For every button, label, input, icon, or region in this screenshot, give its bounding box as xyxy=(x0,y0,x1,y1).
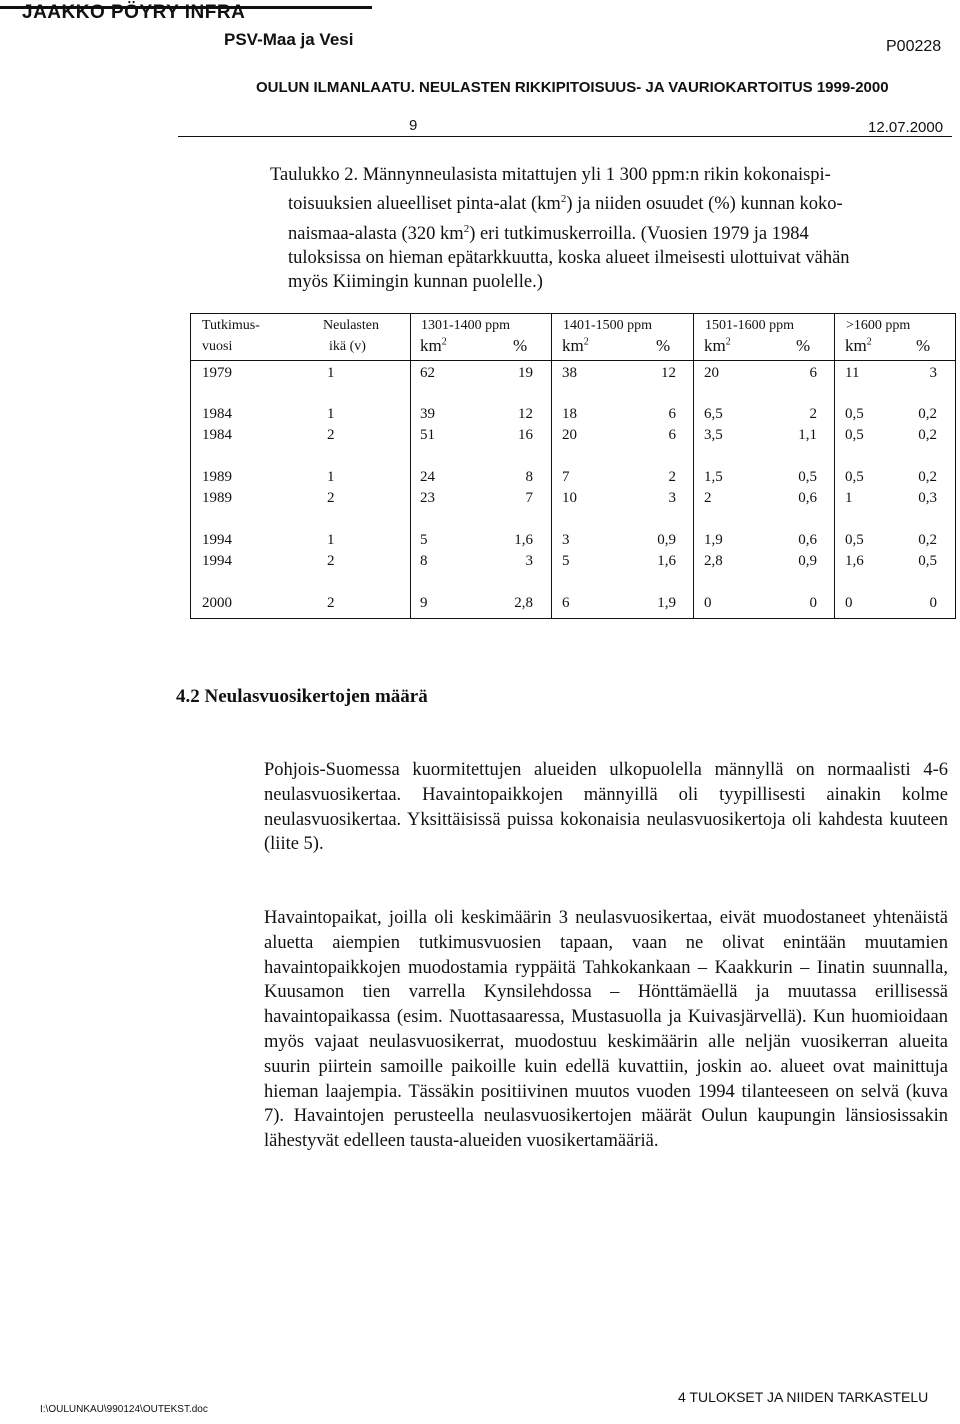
header-range-3: 1501-1600 ppm xyxy=(705,318,795,333)
footer-chapter: 4 TULOKSET JA NIIDEN TARKASTELU xyxy=(678,1389,929,1405)
table-caption xyxy=(270,163,956,294)
header-range-2: 1401-1500 ppm xyxy=(563,318,653,333)
table-cell-percent: 0,9 xyxy=(798,553,817,569)
table-cell-percent: 0,5 xyxy=(798,469,817,485)
table-cell-age: 2 xyxy=(327,595,335,611)
table-cell-percent: 3 xyxy=(668,490,676,506)
table-cell-age: 2 xyxy=(327,490,335,506)
table-cell-percent: 1,9 xyxy=(657,595,676,611)
table-cell-area: 38 xyxy=(562,365,577,381)
table-cell-area: 0,5 xyxy=(845,406,864,422)
header-range-1: 1301-1400 ppm xyxy=(421,318,511,333)
table-cell-percent: 8 xyxy=(525,469,533,485)
unit-percent: % xyxy=(656,336,671,355)
header-divider xyxy=(178,136,952,137)
table-cell-percent: 12 xyxy=(518,406,533,422)
caption-line: naismaa-alasta (320 $km^2$) eri tutkimuskerroilla. (Vuosien 1979 ja 1984 xyxy=(288,222,809,244)
table-header-divider xyxy=(191,360,955,361)
table-cell-area: 0 xyxy=(704,595,712,611)
table-cell-area: 1,6 xyxy=(845,553,864,569)
table-cell-year: 2000 xyxy=(202,595,232,611)
table-cell-area: 11 xyxy=(845,365,860,381)
table-cell-percent: 1,6 xyxy=(514,532,533,548)
table-cell-percent: 7 xyxy=(525,490,533,506)
division-name: PSV-Maa ja Vesi xyxy=(224,30,354,49)
caption-line: tuloksissa on hieman epätarkkuutta, koska alueet ilmeisesti ulottuivat vähän xyxy=(288,247,850,268)
table-cell-age: 2 xyxy=(327,427,335,443)
caption-line: toisuuksien alueelliset pinta-alat $(km^2)$ ja niiden osuudet (%) kunnan koko- xyxy=(288,193,843,215)
table-cell-percent: 0 xyxy=(929,595,937,611)
table-cell-percent: 0,6 xyxy=(798,490,817,506)
table-cell-year: 1979 xyxy=(202,365,232,381)
table-cell-percent: 0,2 xyxy=(918,532,937,548)
body-paragraph: Pohjois-Suomessa kuormitettujen alueiden ulkopuolella männyllä on normaalisti 4-6 neulasvuosikertaa. Havaintopaikkojen männyillä oli tyypillisesti ainakin kolme neulasvuosikertaa. Yksittäisissä puissa kokonaisia neulasvuosikertoja oli kahdesta kuuteen (liite 5). xyxy=(264,760,948,855)
table-cell-percent: 6 xyxy=(809,365,817,381)
sulfur-area-table xyxy=(190,313,956,619)
unit-km2: $km^2$ xyxy=(562,336,589,355)
table-cell-area: 10 xyxy=(562,490,577,506)
company-logo-text: JAAKKO PÖYRY INFRA xyxy=(22,2,246,23)
table-cell-percent: 0,3 xyxy=(918,490,937,506)
table-cell-percent: 12 xyxy=(661,365,676,381)
table-cell-age: 1 xyxy=(327,365,335,381)
table-cell-area: 0,5 xyxy=(845,469,864,485)
table-cell-percent: 19 xyxy=(518,365,533,381)
table-cell-area: 18 xyxy=(562,406,577,422)
caption-line: Taulukko 2. Männynneulasista mitattujen yli 1 300 ppm:n rikin kokonaispi- xyxy=(270,165,831,185)
header-needle-age: ikä (v) xyxy=(329,339,366,354)
table-cell-percent: 1,1 xyxy=(798,427,817,443)
table-cell-year: 1989 xyxy=(202,490,232,506)
footer-file-path: I:\OULUNKAU\990124\OUTEKST.doc xyxy=(40,1404,208,1415)
table-cell-area: 5 xyxy=(420,532,428,548)
table-cell-percent: 0,5 xyxy=(918,553,937,569)
document-date: 12.07.2000 xyxy=(868,119,944,136)
table-cell-age: 1 xyxy=(327,532,335,548)
table-cell-area: 5 xyxy=(562,553,570,569)
table-cell-year: 1984 xyxy=(202,427,232,443)
table-cell-area: 0,5 xyxy=(845,427,864,443)
table-cell-area: 0,5 xyxy=(845,532,864,548)
table-cell-year: 1994 xyxy=(202,532,232,548)
table-cell-year: 1989 xyxy=(202,469,232,485)
table-cell-area: 6 xyxy=(562,595,570,611)
table-cell-percent: 0,2 xyxy=(918,469,937,485)
table-cell-percent: 6 xyxy=(668,406,676,422)
header-range-4: >1600 ppm xyxy=(846,318,911,333)
table-cell-area: 3,5 xyxy=(704,427,723,443)
table-cell-year: 1994 xyxy=(202,553,232,569)
table-cell-year: 1984 xyxy=(202,406,232,422)
table-cell-percent: 2 xyxy=(668,469,676,485)
table-cell-percent: 0,6 xyxy=(798,532,817,548)
table-cell-age: 2 xyxy=(327,553,335,569)
section-heading: 4.2 Neulasvuosikertojen määrä xyxy=(176,686,428,707)
table-cell-area: 8 xyxy=(420,553,428,569)
table-cell-area: 2,8 xyxy=(704,553,723,569)
table-cell-area: 9 xyxy=(420,595,428,611)
unit-percent: % xyxy=(916,336,931,355)
unit-percent: % xyxy=(796,336,811,355)
page-number: 9 xyxy=(409,117,418,134)
table-cell-percent: 6 xyxy=(668,427,676,443)
table-cell-percent: 0,2 xyxy=(918,406,937,422)
table-cell-percent: 0 xyxy=(809,595,817,611)
header-year: Tutkimus- xyxy=(202,318,260,333)
unit-km2: $km^2$ xyxy=(420,336,447,355)
table-cell-age: 1 xyxy=(327,406,335,422)
header-year: vuosi xyxy=(202,339,233,354)
table-cell-area: 2 xyxy=(704,490,712,506)
table-cell-area: 6,5 xyxy=(704,406,723,422)
table-cell-area: 24 xyxy=(420,469,435,485)
table-cell-percent: 0,2 xyxy=(918,427,937,443)
table-cell-percent: 0,9 xyxy=(657,532,676,548)
caption-line: myös Kiimingin kunnan puolelle.) xyxy=(288,272,543,293)
table-cell-percent: 2 xyxy=(809,406,817,422)
table-cell-area: 20 xyxy=(704,365,719,381)
table-cell-percent: 3 xyxy=(525,553,533,569)
table-cell-area: 23 xyxy=(420,490,435,506)
table-cell-area: 51 xyxy=(420,427,435,443)
unit-percent: % xyxy=(513,336,528,355)
table-cell-area: 39 xyxy=(420,406,435,422)
header-needle-age: Neulasten xyxy=(323,318,379,333)
body-paragraph: Havaintopaikat, joilla oli keskimäärin 3 neulasvuosikertaa, eivät muodostaneet yhtenäistä aluetta aiempien tutkimusvuosien tapaan, vaan ne olivat enintään muutamien havaintopaikkojen muodostamia ryppäitä Tahkokankaan – Kaakkurin – Iinatin suunnalla, Kuusamon tien varrella Kynsilehdossa – Hönttämäellä ja muutassa erillisessä havaintopaikassa (esim. Nuottasaaressa, Mustasuolla ja Kuivasjärvellä). Kun huomioidaan myös vajaat neulasvuosikerrat, muodostuu keskimäärin alle neljän vuosikerran alueita suurin piirtein samoille paikoille kuin edellä kuvattiin, joskin ao. alueet ovat mainittuja hieman laajempia. Tässäkin positiivinen muutos vuoden 1994 tilanteeseen on selvä (kuva 7). Havaintojen perusteella neulasvuosikertojen määrät Oulun kaupungin länsiosissakin lähestyvät edelleen tausta-alueiden vuosikertamääriä. xyxy=(264,908,948,1152)
table-cell-area: 62 xyxy=(420,365,435,381)
table-cell-area: 0 xyxy=(845,595,853,611)
document-id: P00228 xyxy=(886,38,942,55)
table-cell-area: 1 xyxy=(845,490,853,506)
table-cell-area: 1,5 xyxy=(704,469,723,485)
table-cell-percent: 3 xyxy=(929,365,937,381)
unit-km2: $km^2$ xyxy=(845,336,872,355)
table-cell-percent: 1,6 xyxy=(657,553,676,569)
table-cell-area: 20 xyxy=(562,427,577,443)
table-cell-percent: 2,8 xyxy=(514,595,533,611)
table-cell-area: 1,9 xyxy=(704,532,723,548)
project-title: OULUN ILMANLAATU. NEULASTEN RIKKIPITOISUUS- JA VAURIOKARTOITUS 1999-2000 xyxy=(256,79,889,96)
table-cell-area: 3 xyxy=(562,532,570,548)
unit-km2: $km^2$ xyxy=(704,336,731,355)
table-cell-age: 1 xyxy=(327,469,335,485)
table-cell-percent: 16 xyxy=(518,427,533,443)
table-cell-area: 7 xyxy=(562,469,570,485)
